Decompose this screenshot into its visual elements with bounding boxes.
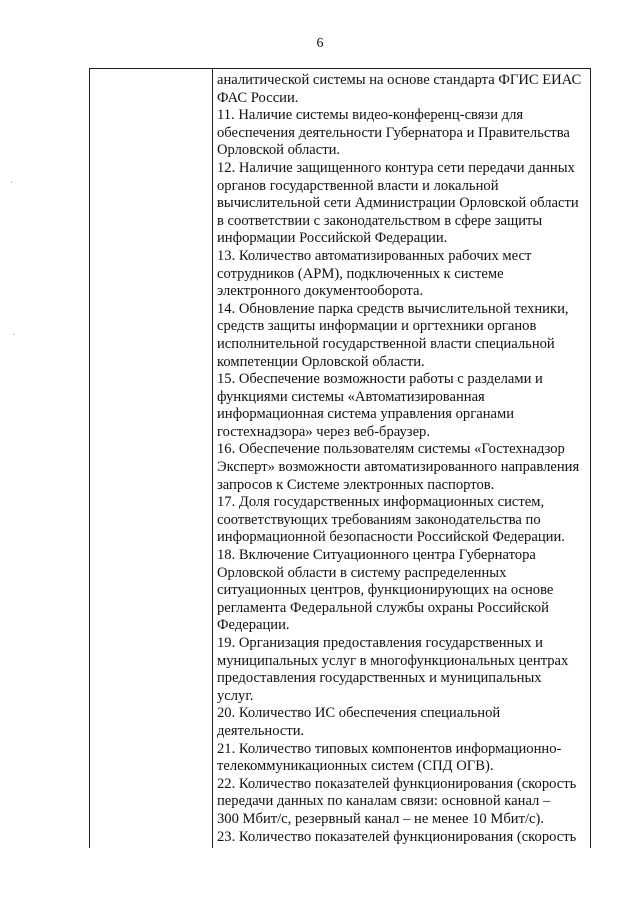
list-item-line: ситуационных центров, функционирующих на основе	[217, 582, 554, 599]
list-item-line: 21. Количество типовых компонентов информационно-	[217, 740, 562, 757]
table-right-cell	[217, 72, 589, 846]
list-item-line: в соответствии с законодательством в сфере защиты	[217, 212, 543, 229]
list-item-line: передачи данных по каналам связи: основной канал –	[217, 793, 551, 810]
list-item	[217, 301, 589, 371]
list-item-line: 23. Количество показателей функционирования (скорость	[217, 828, 577, 845]
list-item	[217, 371, 589, 441]
list-item-line: 14. Обновление парка средств вычислительной техники,	[217, 300, 569, 317]
list-item-line: запросов к Системе электронных паспортов.	[217, 476, 495, 493]
list-item	[217, 107, 589, 160]
list-item-line: 17. Доля государственных информационных систем,	[217, 494, 545, 511]
list-item-line: Орловской области в систему распределенных	[217, 564, 507, 581]
list-item-line: 300 Мбит/с, резервный канал – не менее 10 Мбит/с).	[217, 810, 544, 827]
list-item-line: предоставления государственных и муниципальных	[217, 670, 542, 687]
list-item-line: гостехнадзора» через веб-браузер.	[217, 423, 430, 440]
list-item	[217, 160, 589, 248]
list-item-line: Федерации.	[217, 617, 290, 634]
list-item-line: 15. Обеспечение возможности работы с разделами и	[217, 371, 543, 388]
list-item-line: 20. Количество ИС обеспечения специальной	[217, 705, 501, 722]
list-item-line: информационная система управления органами	[217, 406, 515, 423]
list-item-line: органов государственной власти и локальной	[217, 177, 499, 194]
list-item	[217, 441, 589, 494]
list-item-line: 13. Количество автоматизированных рабочих мест	[217, 247, 532, 264]
list-item-line: аналитической системы на основе стандарта ФГИС ЕИАС	[217, 72, 582, 88]
scan-artifact-mark: ·	[12, 330, 16, 341]
list-item-line: обеспечения деятельности Губернатора и Правительства	[217, 124, 570, 141]
list-item	[217, 776, 589, 829]
list-item-line: 16. Обеспечение пользователям системы «Гостехнадзор	[217, 441, 565, 458]
list-item-line: информации Российской Федерации.	[217, 230, 448, 247]
list-item-line: функциями системы «Автоматизированная	[217, 388, 485, 405]
list-item-line: 18. Включение Ситуационного центра Губернатора	[217, 547, 536, 564]
list-item	[217, 829, 589, 847]
list-item-line: регламента Федеральной службы охраны Российской	[217, 599, 549, 616]
document-table	[89, 68, 591, 848]
list-item-line: компетенции Орловской области.	[217, 353, 425, 370]
list-item-line: 12. Наличие защищенного контура сети передачи данных	[217, 159, 575, 176]
list-item	[217, 72, 589, 107]
list-item-line: 22. Количество показателей функционирования (скорость	[217, 775, 577, 792]
list-item	[217, 248, 589, 301]
list-item-line: услуг.	[217, 687, 254, 704]
list-item-line: 19. Организация предоставления государственных и	[217, 635, 543, 651]
list-item-line: муниципальных услуг в многофункциональных центрах	[217, 652, 569, 669]
scan-artifact-mark: ·	[10, 178, 14, 189]
list-item-line: Орловской области.	[217, 142, 341, 159]
list-item-line: информационной безопасности Российской Федерации.	[217, 529, 565, 546]
table-left-cell	[90, 69, 212, 848]
list-item-line: Эксперт» возможности автоматизированного направления	[217, 459, 580, 476]
list-item-line: деятельности.	[217, 722, 305, 739]
list-item-line: средств защиты информации и оргтехники органов	[217, 318, 537, 335]
column-divider	[212, 69, 213, 848]
list-item	[217, 705, 589, 740]
list-item-line: электронного документооборота.	[217, 283, 424, 300]
list-item-line: вычислительной сети Администрации Орловской области	[217, 195, 579, 212]
list-item-line: соответствующих требованиям законодательства по	[217, 511, 541, 528]
list-item-line: 11. Наличие системы видео-конференц-связи для	[217, 107, 524, 124]
list-item	[217, 635, 589, 705]
list-item	[217, 494, 589, 547]
list-item-line: исполнительной государственной власти специальной	[217, 335, 555, 352]
list-item	[217, 741, 589, 776]
list-item	[217, 547, 589, 635]
list-item-line: сотрудников (АРМ), подключенных к системе	[217, 265, 504, 282]
list-item-line: телекоммуникационных систем (СПД ОГВ).	[217, 758, 494, 775]
page-number: 6	[316, 36, 324, 51]
list-item-line: ФАС России.	[217, 89, 299, 106]
